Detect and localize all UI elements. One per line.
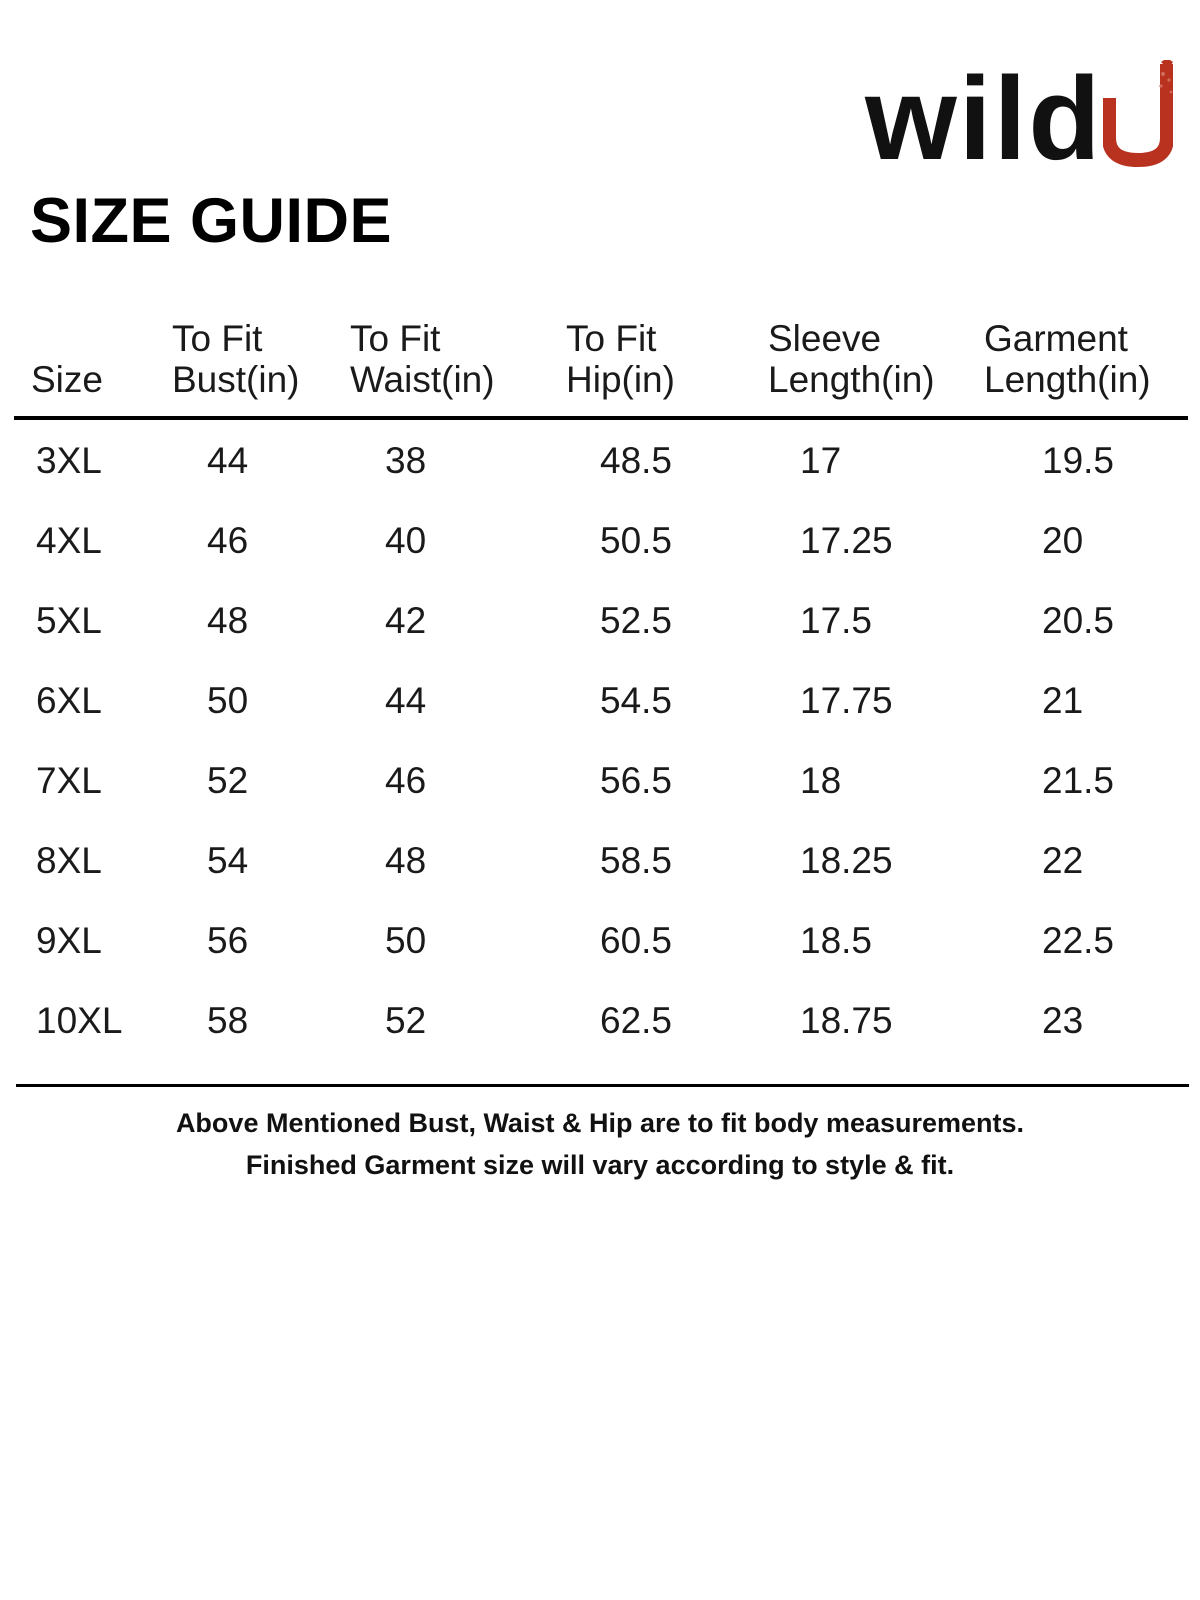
cell-garment: 20 — [1042, 520, 1084, 561]
cell-sleeve: 18.25 — [800, 840, 893, 881]
cell-bust: 50 — [207, 680, 249, 721]
cell-hip: 62.5 — [600, 1000, 673, 1041]
cell-size: 10XL — [36, 1000, 123, 1041]
column-header-sleeve — [768, 318, 935, 400]
table-row — [0, 1000, 1200, 1080]
cell-size: 8XL — [36, 840, 102, 881]
cell-garment: 22 — [1042, 840, 1084, 881]
cell-waist: 42 — [385, 600, 427, 641]
column-header-sleeve-line2: Length(in) — [768, 359, 935, 400]
column-header-bust-line1: To Fit — [172, 318, 263, 359]
cell-hip: 56.5 — [600, 760, 673, 801]
cell-hip: 54.5 — [600, 680, 673, 721]
table-row — [0, 920, 1200, 1000]
column-header-waist-line1: To Fit — [350, 318, 441, 359]
column-header-hip-line1: To Fit — [566, 318, 657, 359]
column-header-hip — [566, 318, 675, 400]
cell-waist: 48 — [385, 840, 427, 881]
cell-waist: 50 — [385, 920, 427, 961]
table-row — [0, 680, 1200, 760]
cell-garment: 22.5 — [1042, 920, 1115, 961]
table-row — [0, 600, 1200, 680]
cell-hip: 48.5 — [600, 440, 673, 481]
brand-logo — [865, 53, 1185, 185]
brand-logo-word: wild — [865, 53, 1103, 185]
cell-bust: 48 — [207, 600, 249, 641]
cell-garment: 21 — [1042, 680, 1084, 721]
cell-waist: 38 — [385, 440, 427, 481]
cell-waist: 44 — [385, 680, 427, 721]
cell-garment: 20.5 — [1042, 600, 1115, 641]
cell-waist: 52 — [385, 1000, 427, 1041]
cell-bust: 44 — [207, 440, 249, 481]
column-header-sleeve-line1: Sleeve — [768, 318, 882, 359]
brand-logo-u-icon — [1103, 60, 1173, 180]
cell-bust: 46 — [207, 520, 249, 561]
table-row — [0, 440, 1200, 520]
column-header-bust — [172, 318, 299, 400]
cell-garment: 19.5 — [1042, 440, 1115, 481]
cell-hip: 52.5 — [600, 600, 673, 641]
column-header-size-label: Size — [31, 359, 103, 400]
cell-size: 7XL — [36, 760, 102, 801]
page-title: SIZE GUIDE — [30, 186, 393, 256]
footnote-line-1: Above Mentioned Bust, Waist & Hip are to fit body measurements. — [175, 1108, 1025, 1138]
column-header-bust-line2: Bust(in) — [172, 359, 300, 400]
column-header-garment-line2: Length(in) — [984, 359, 1151, 400]
cell-hip: 60.5 — [600, 920, 673, 961]
cell-waist: 40 — [385, 520, 427, 561]
cell-waist: 46 — [385, 760, 427, 801]
cell-garment: 23 — [1042, 1000, 1084, 1041]
cell-bust: 54 — [207, 840, 249, 881]
cell-garment: 21.5 — [1042, 760, 1115, 801]
cell-sleeve: 18.5 — [800, 920, 873, 961]
cell-sleeve: 18 — [800, 760, 842, 801]
footnote-line-2: Finished Garment size will vary according to style & fit. — [245, 1150, 955, 1180]
cell-size: 4XL — [36, 520, 102, 561]
cell-sleeve: 18.75 — [800, 1000, 893, 1041]
column-header-size — [31, 359, 103, 400]
column-header-garment-line1: Garment — [984, 318, 1128, 359]
cell-hip: 58.5 — [600, 840, 673, 881]
cell-size: 5XL — [36, 600, 102, 641]
footer-divider — [16, 1084, 1189, 1087]
table-row — [0, 760, 1200, 840]
header-divider — [14, 416, 1188, 420]
cell-size: 3XL — [36, 440, 102, 481]
column-header-waist-line2: Waist(in) — [350, 359, 495, 400]
cell-sleeve: 17.5 — [800, 600, 873, 641]
column-header-waist — [350, 318, 495, 400]
cell-bust: 52 — [207, 760, 249, 801]
table-row — [0, 520, 1200, 600]
column-header-hip-line2: Hip(in) — [566, 359, 675, 400]
column-header-garment — [984, 318, 1151, 400]
table-row — [0, 840, 1200, 920]
cell-hip: 50.5 — [600, 520, 673, 561]
cell-size: 6XL — [36, 680, 102, 721]
cell-size: 9XL — [36, 920, 102, 961]
cell-sleeve: 17.25 — [800, 520, 893, 561]
cell-bust: 58 — [207, 1000, 249, 1041]
cell-sleeve: 17.75 — [800, 680, 893, 721]
cell-sleeve: 17 — [800, 440, 842, 481]
cell-bust: 56 — [207, 920, 249, 961]
